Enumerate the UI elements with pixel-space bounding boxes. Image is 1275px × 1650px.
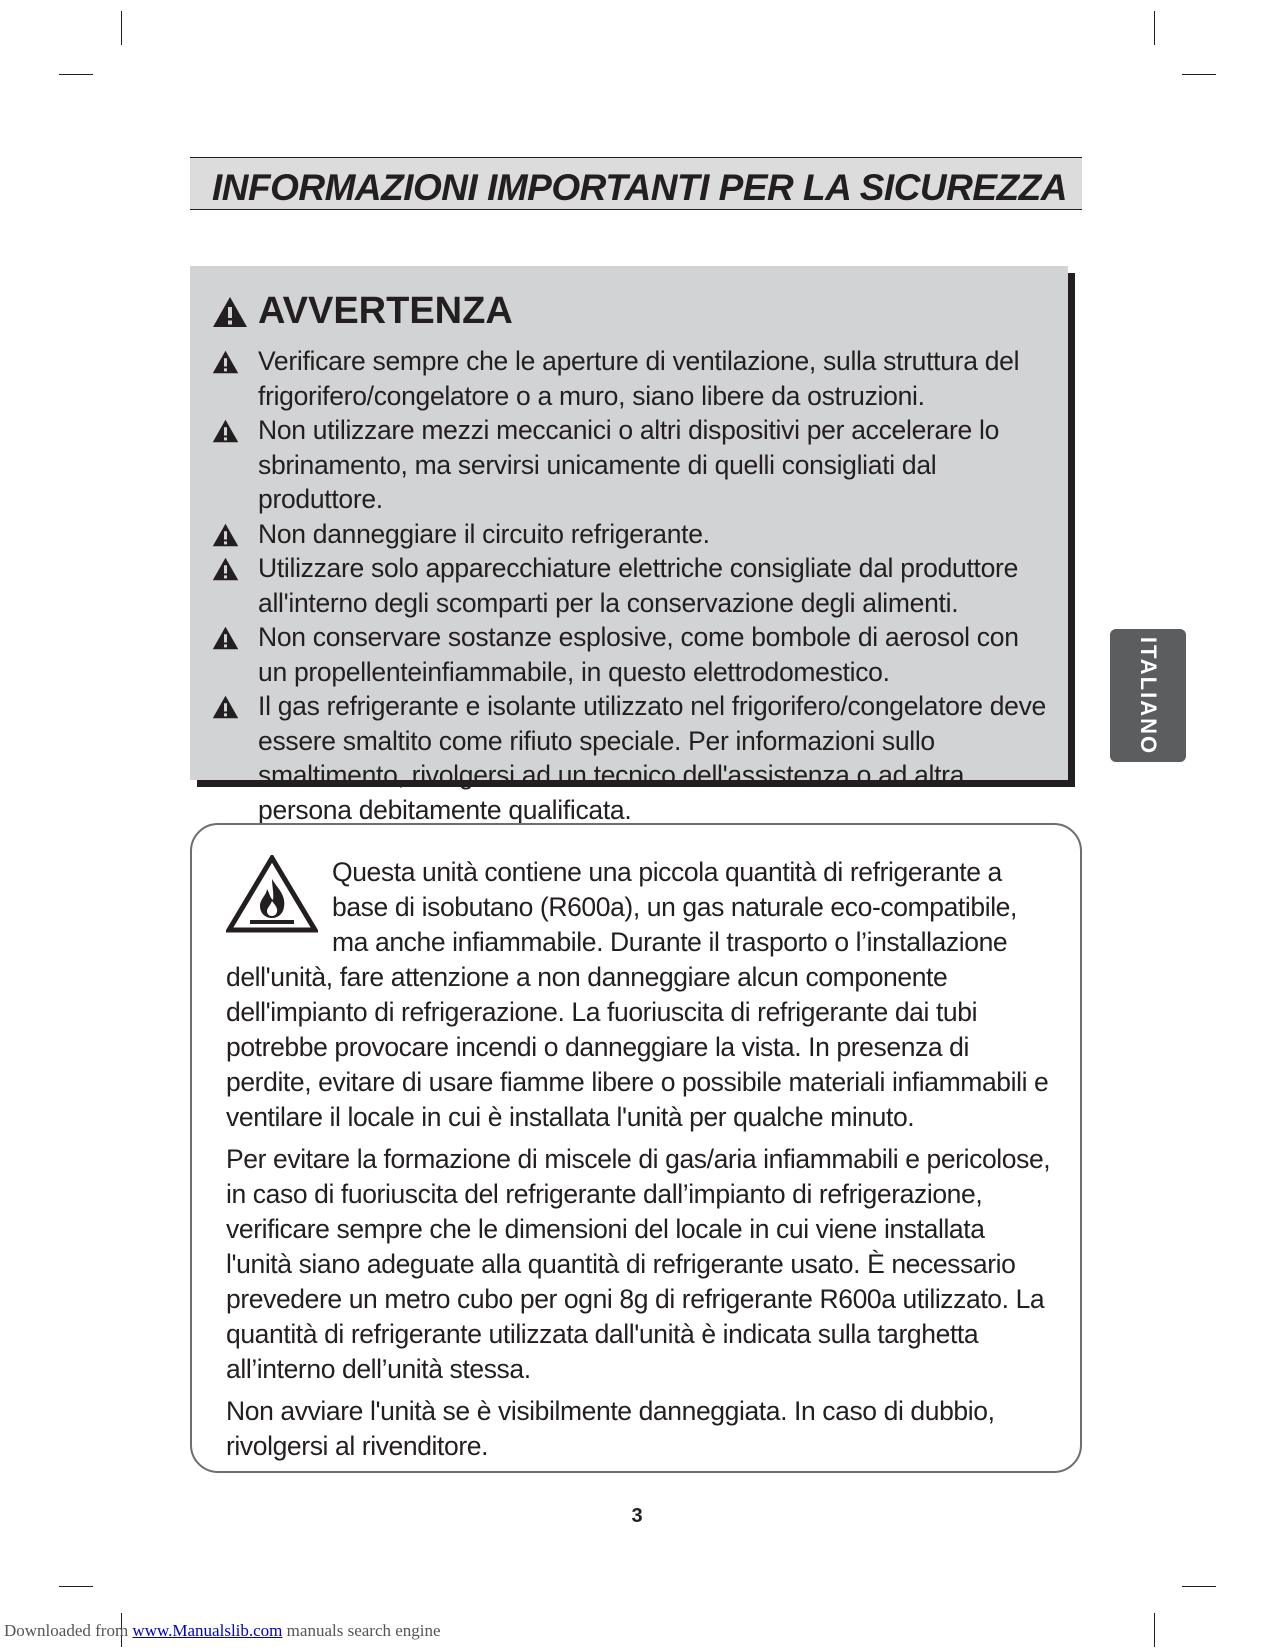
warning-item [212, 551, 1052, 620]
warning-item-text: Non utilizzare mezzi meccanici o altri dispositivi per accelerare lo sbrinamento, ma servirsi unicamente di quelli consigliati dal produttore. [258, 415, 1000, 514]
warning-item-text: Non conservare sostanze esplosive, come bombole di aerosol con un propellenteinfiammabile, in questo elettrodomestico. [258, 622, 1019, 687]
page-title: INFORMAZIONI IMPORTANTI PER LA SICUREZZA [212, 167, 1067, 208]
footer-suffix: manuals search engine [282, 1621, 441, 1640]
download-footer [4, 1621, 441, 1641]
crop-mark [1182, 74, 1216, 75]
warning-item-text: Utilizzare solo apparecchiature elettriche consigliate dal produttore all'interno degli scomparti per la conservazione degli alimenti. [258, 553, 1019, 618]
manualslib-link[interactable]: www.Manualslib.com [132, 1621, 283, 1640]
notice-paragraph: Non avviare l'unità se è visibilmente danneggiata. In caso di dubbio, rivolgersi al rivenditore. [226, 1396, 995, 1461]
warning-heading [212, 290, 513, 333]
warning-item [212, 689, 1052, 827]
warning-triangle-icon [212, 296, 248, 328]
warning-list [212, 344, 1052, 827]
page-number: 3 [631, 1505, 643, 1527]
warning-item-text: Verificare sempre che le aperture di ventilazione, sulla struttura del frigorifero/congelatore o a muro, siano libere da ostruzioni. [258, 346, 1020, 411]
crop-mark [121, 11, 122, 45]
notice-paragraph: Per evitare la formazione di miscele di gas/aria infiammabili e pericolose, in caso di fuoriuscita del refrigerante dall’impianto di refrigerazione, verificare sempre che le dimensioni del locale in cui viene installata l'unità siano adeguate alla quantità di refrigerante usato. È necessario prevedere un metro cubo per ogni 8g di refrigerante R600a utilizzato. La quantità di refrigerante utilizzata dall'unità è indicata sulla targhetta all’interno dell’unità stessa. [226, 1144, 1051, 1384]
crop-mark [59, 1586, 93, 1587]
crop-mark [1154, 11, 1155, 45]
warning-triangle-icon [212, 419, 239, 443]
crop-mark [1154, 1613, 1155, 1647]
flammable-warning-icon [226, 855, 318, 933]
warning-triangle-icon [212, 557, 239, 581]
crop-mark [1182, 1586, 1216, 1587]
warning-item-text: Non danneggiare il circuito refrigerante. [258, 518, 710, 549]
warning-triangle-icon [212, 523, 239, 547]
warning-item-text: Il gas refrigerante e isolante utilizzato nel frigorifero/congelatore deve essere smaltito come rifiuto speciale. Per informazioni sullo smaltimento, rivolgersi ad un tecnico dell'assistenza o ad altra persona debitamente qualificata. [258, 691, 1046, 825]
notice-paragraph-text: Questa unità contiene una piccola quantità di refrigerante a base di isobutano (R600a), un gas naturale eco-compatibile, ma anche infiammabile. Durante il trasporto o l’installazione dell'unità, fare attenzione a non danneggiare alcun componente dell'impianto di refrigerazione. La fuoriuscita di refrigerante dai tubi potrebbe provocare incendi o danneggiare la vista. In presenza di perdite, evitare di usare fiamme libere o possibile materiali infiammabili e ventilare il locale in cui è installata l'unità per qualche minuto. [226, 857, 1049, 1132]
warning-triangle-icon [212, 695, 239, 719]
title-bar [190, 157, 1082, 210]
warning-triangle-icon [212, 350, 239, 374]
notice-body [226, 855, 1056, 1471]
warning-item [212, 620, 1052, 689]
warning-item [212, 517, 1052, 552]
warning-box [190, 266, 1068, 825]
warning-triangle-icon [212, 626, 239, 650]
warning-heading-label: AVVERTENZA [258, 290, 513, 332]
notice-paragraph [226, 855, 1056, 1135]
language-tab [1110, 629, 1186, 762]
crop-mark [59, 74, 93, 75]
warning-item [212, 344, 1052, 413]
warning-item [212, 413, 1052, 517]
language-tab-label: ITALIANO [1136, 636, 1161, 755]
footer-prefix: Downloaded from [4, 1621, 133, 1640]
flammable-notice-box [190, 823, 1082, 1473]
